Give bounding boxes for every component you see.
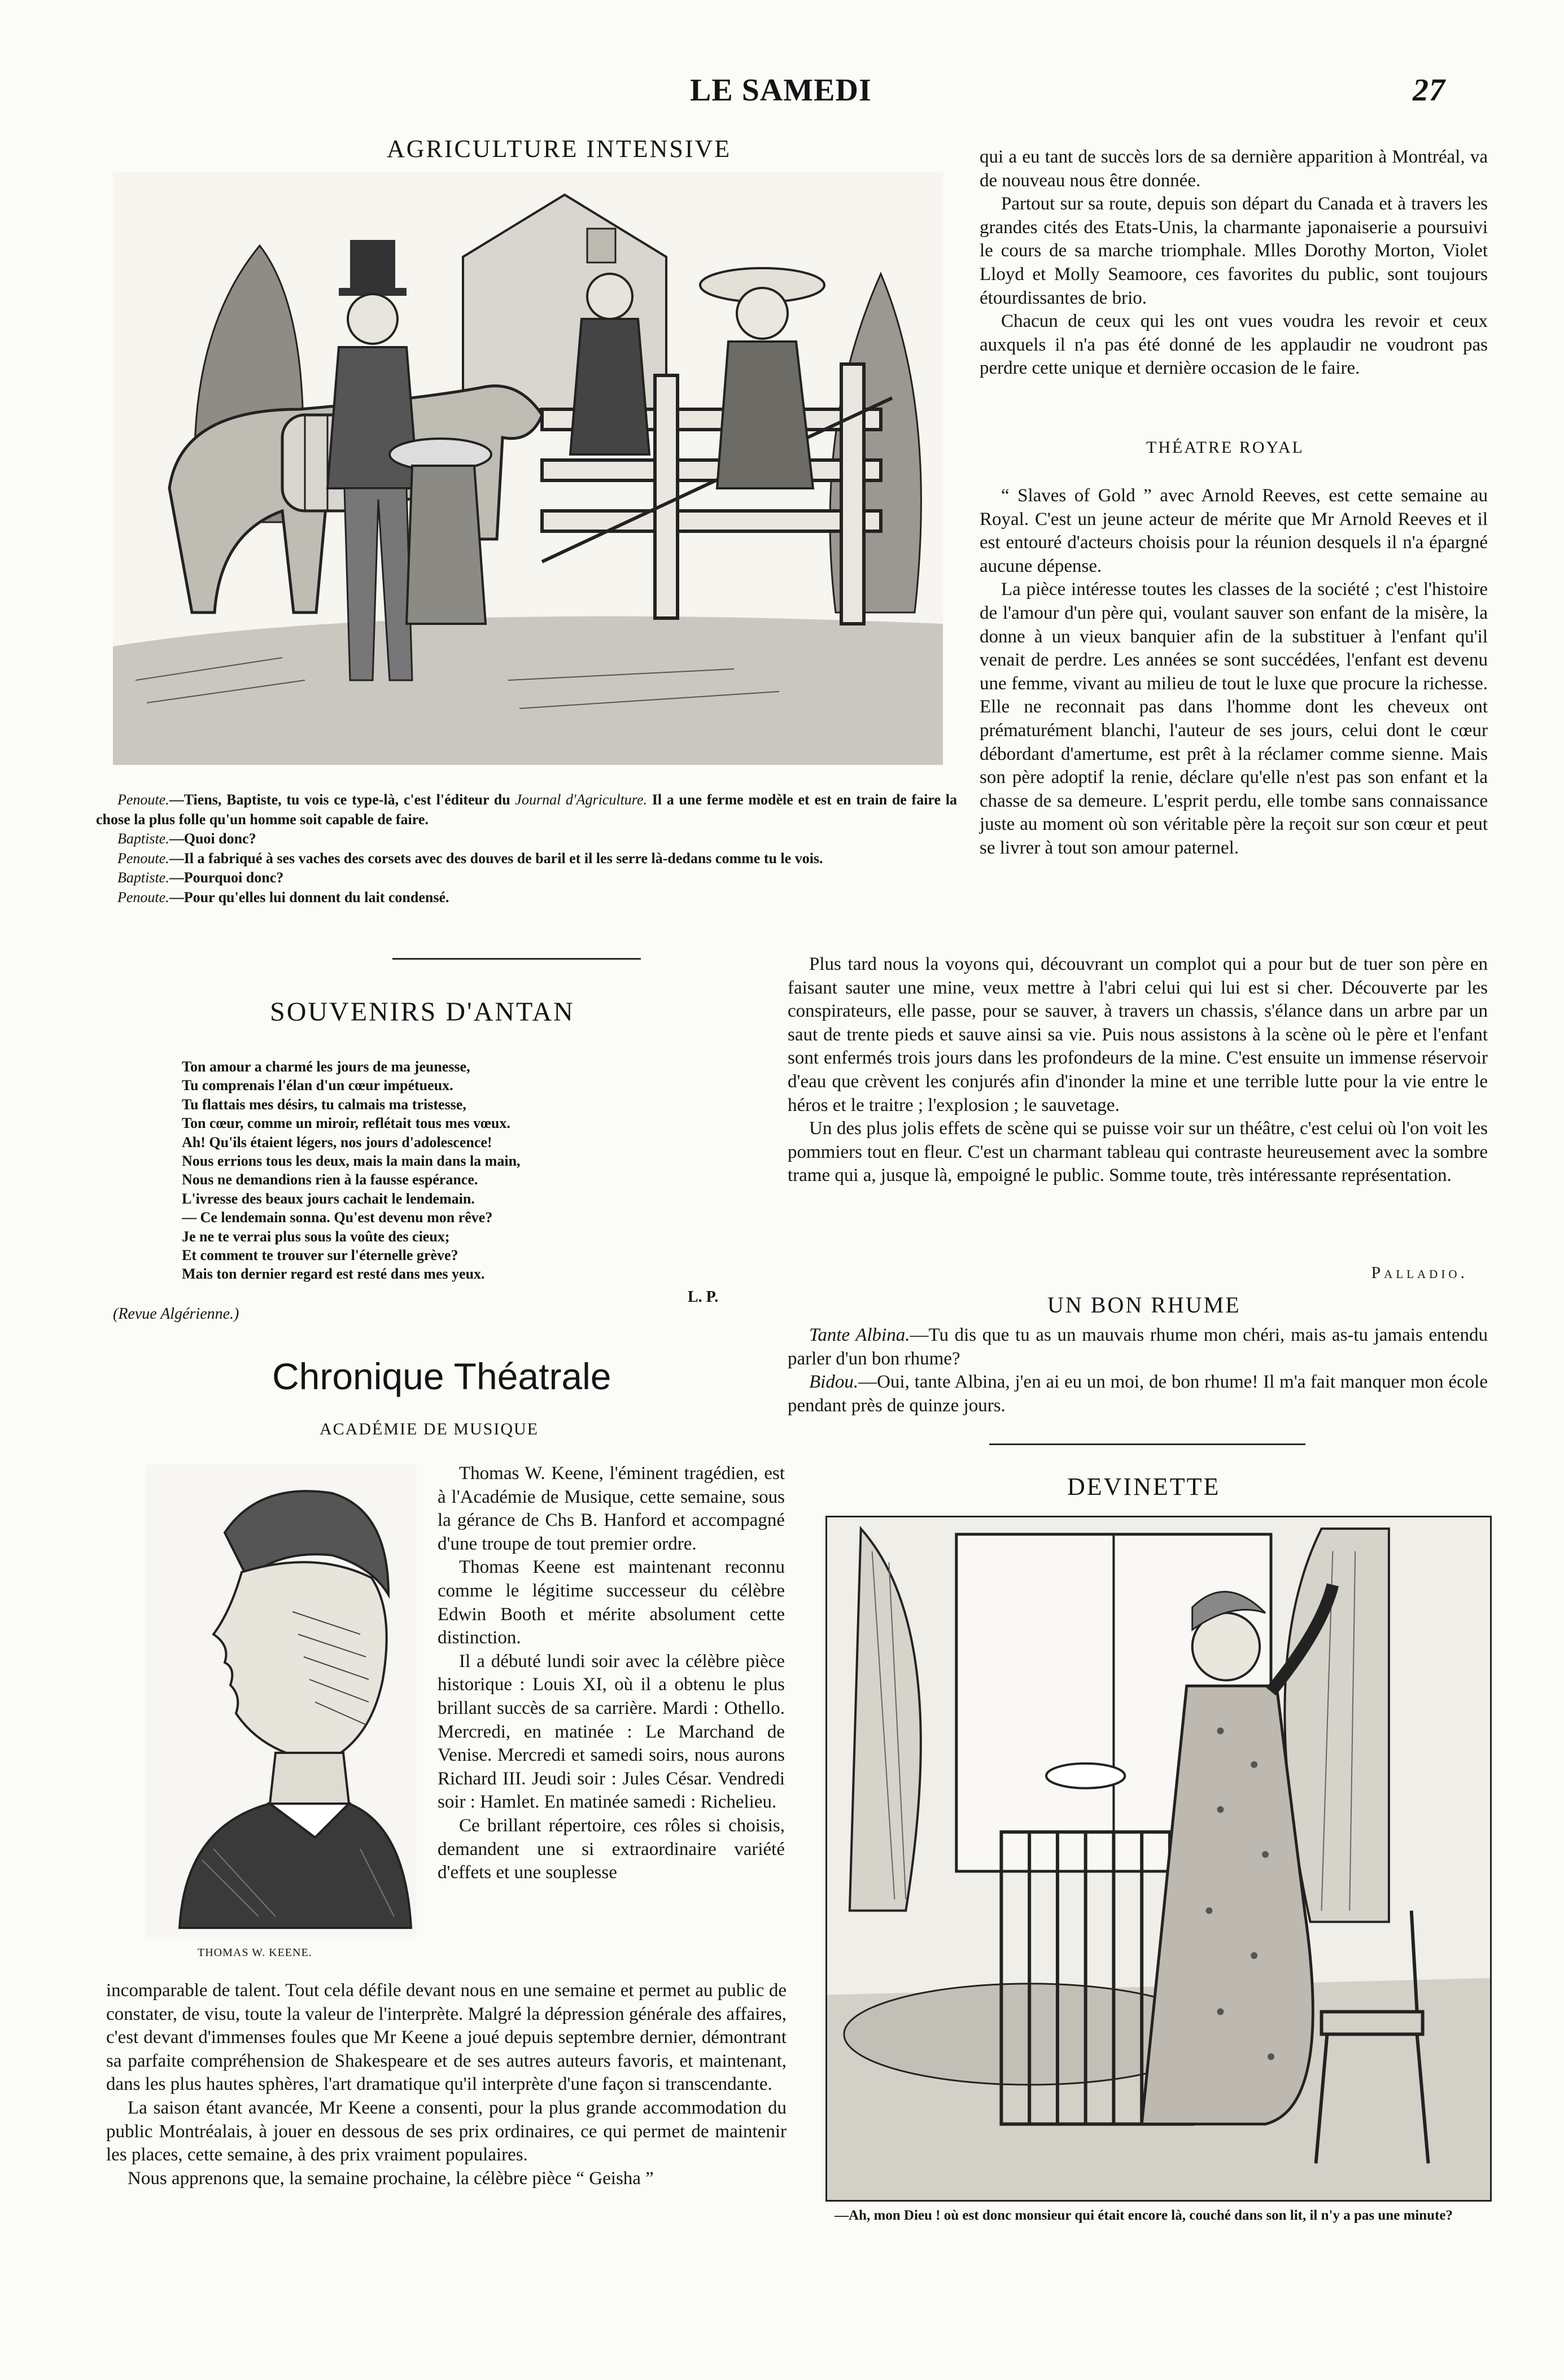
- caption-line-1: [96, 790, 957, 829]
- chronique-narrow-column: [438, 1462, 785, 1885]
- paragraph: incomparable de talent. Tout cela défile devant nous en une semaine et permet au public de constater, de visu, toute la valeur de l'interprète. Malgré la dépression générale des affaires, c'est devant d'immenses foules que Mr Keene a joué depuis septembre dernier, démontrant sa parfaite compréhension de Shakespeare et de ses autres auteurs favoris, et maintenant, dans les plus hautes sphères, l'art dramatique qu'il interprète d'une façon si transcendante.: [106, 1980, 787, 2095]
- paragraph: Ce brillant répertoire, ces rôles si choisis, demandent une si extraordinaire variété d'effets et une souplesse: [438, 1815, 785, 1883]
- poem-line: Et comment te trouver sur l'éternelle grève?: [182, 1247, 458, 1264]
- souvenirs-title: SOUVENIRS D'ANTAN: [270, 997, 575, 1027]
- paragraph: La saison étant avancée, Mr Keene a consenti, pour la plus grande accommodation du public Montréalais, à jouer en dessous de ses prix ordinaires, ce qui permet de maintenir les places, cette semaine, à des prix vraiment populaires.: [106, 2097, 787, 2165]
- paragraph: “ Slaves of Gold ” avec Arnold Reeves, est cette semaine au Royal. C'est un jeune acteur de mérite que Mr Arnold Reeves et il est entouré d'acteurs choisis pour la réunion desquels il n'a épargné aucune dépense.: [980, 485, 1488, 576]
- poem-line: L'ivresse des beaux jours cachait le lendemain.: [182, 1190, 475, 1207]
- royal-column: [980, 484, 1488, 860]
- paragraph: Plus tard nous la voyons qui, découvrant un complot qui a pour but de tuer son père en faisant sauter une mine, veux mettre à l'abri celui qui lui est si cher. Découverte par les conspirateurs, elle passe, pour se sauver, à travers un chassis, s'élance dans un arbre par un saut de trente pieds et sauve ainsi sa vie. Puis nous assistons à la scène où le père et l'enfant sont enfermés trois jours dans les profondeurs de la mine. C'est ensuite un immense réservoir d'eau que crèvent les conjurés afin d'inonder la mine et une terrible lutte pour la vie entre le héros et le traitre ; l'explosion ; le sauvetage.: [788, 954, 1488, 1115]
- speaker: Baptiste.: [117, 869, 169, 886]
- paragraph: Nous apprenons que, la semaine prochaine, la célèbre pièce “ Geisha ”: [128, 2168, 654, 2189]
- poem-line: Ton cœur, comme un miroir, reflétait tous mes vœux.: [182, 1115, 510, 1132]
- speaker: Penoute.: [117, 791, 169, 808]
- paragraph: Chacun de ceux qui les ont vues voudra les revoir et ceux auxquels il n'a pas été donné de les applaudir ne voudront pas perdre cette unique et dernière occasion de le faire.: [980, 311, 1488, 379]
- caption-line-4: [96, 868, 957, 888]
- paragraph: Partout sur sa route, depuis son départ du Canada et à travers les grandes cités des Etats-Unis, la charmante japonaiserie a poursuivi le cours de sa marche triomphale. Mlles Dorothy Morton, Violet Lloyd et Molly Seamoore, ces favorites du public, sont toujours étourdissantes de brio.: [980, 194, 1488, 308]
- caption-text: —Il a fabriqué à ses vaches des corsets avec des douves de baril et il les serre là-dedans comme tu le vois.: [169, 850, 823, 867]
- geisha-column: [980, 146, 1488, 380]
- caption-text: —Pour qu'elles lui donnent du lait condensé.: [169, 889, 449, 905]
- poem-line: Tu flattais mes désirs, tu calmais ma tristesse,: [182, 1096, 466, 1113]
- poem-source: (Revue Algérienne.): [113, 1305, 239, 1323]
- page-title: LE SAMEDI: [690, 73, 872, 108]
- speaker: Penoute.: [117, 850, 169, 867]
- dialogue-line: [788, 1371, 1488, 1418]
- royal-signature: Palladio.: [1371, 1263, 1468, 1282]
- caption-text: —Tiens, Baptiste, tu vois ce type-là, c'est l'éditeur du: [169, 791, 515, 808]
- section-divider: [989, 1443, 1305, 1445]
- chronique-wide-column: [106, 1979, 787, 2190]
- chronique-title: Chronique Théatrale: [272, 1355, 611, 1397]
- dialogue-text: —Oui, tante Albina, j'en ai eu un moi, de bon rhume! Il m'a fait manquer mon école pendant près de quinze jours.: [788, 1372, 1488, 1416]
- poem-signature: L. P.: [688, 1288, 719, 1306]
- rhume-title: UN BON RHUME: [1047, 1292, 1241, 1318]
- speaker: Tante Albina.: [809, 1325, 910, 1345]
- poem-line: Nous errions tous les deux, mais la main dans la main,: [182, 1153, 521, 1170]
- caption-text: —Pourquoi donc?: [169, 869, 284, 886]
- royal-title: THÉATRE ROYAL: [1146, 438, 1304, 457]
- caption-line-2: [96, 829, 957, 849]
- souvenirs-poem: [182, 1057, 746, 1284]
- caption-text: —Quoi donc?: [169, 830, 256, 847]
- agriculture-title: AGRICULTURE INTENSIVE: [387, 135, 732, 163]
- poem-line: Ah! Qu'ils étaient légers, nos jours d'adolescence!: [182, 1134, 492, 1150]
- section-divider: [392, 958, 641, 960]
- paragraph: qui a eu tant de succès lors de sa dernière apparition à Montréal, va de nouveau nous être donnée.: [980, 147, 1488, 191]
- poem-line: Mais ton dernier regard est resté dans mes yeux.: [182, 1266, 485, 1283]
- caption-line-3: [96, 849, 957, 869]
- poem-line: Ton amour a charmé les jours de ma jeunesse,: [182, 1058, 470, 1075]
- paragraph: Thomas W. Keene, l'éminent tragédien, est à l'Académie de Musique, cette semaine, sous la gérance de Chs B. Hanford et accompagné d'une troupe de tout premier ordre.: [438, 1463, 785, 1554]
- rhume-dialogue: [788, 1324, 1488, 1418]
- devinette-illustration: [825, 1516, 1492, 2202]
- keene-portrait: [146, 1465, 417, 1939]
- portrait-caption: THOMAS W. KEENE.: [198, 1946, 312, 1959]
- agriculture-illustration: [113, 172, 943, 765]
- caption-line-5: [96, 888, 957, 908]
- royal-wide-column: [788, 953, 1488, 1188]
- agriculture-caption: [96, 790, 957, 907]
- poem-line: Tu comprenais l'élan d'un cœur impétueux.: [182, 1077, 453, 1094]
- paragraph: Un des plus jolis effets de scène qui se puisse voir sur un théâtre, c'est celui où l'on voit les pommiers tout en fleur. C'est un charmant tableau qui contraste heureusement avec la sombre trame qui a, jusque là, empoigné le public. Somme toute, très intéressante représentation.: [788, 1118, 1488, 1186]
- devinette-title: DEVINETTE: [1067, 1473, 1221, 1500]
- paragraph: Thomas Keene est maintenant reconnu comme le légitime successeur du célèbre Edwin Booth et mérite absolument cette distinction.: [438, 1557, 785, 1648]
- dialogue-text: —Tu dis que tu as un mauvais rhume mon chéri, mais as-tu jamais entendu parler d'un bon rhume?: [788, 1325, 1488, 1369]
- chronique-subtitle: ACADÉMIE DE MUSIQUE: [320, 1420, 539, 1438]
- devinette-caption: —Ah, mon Dieu ! où est donc monsieur qui était encore là, couché dans son lit, il n'y a pas une minute?: [835, 2208, 1453, 2223]
- speaker: Bidou.: [809, 1372, 859, 1393]
- paragraph: La pièce intéresse toutes les classes de la société ; c'est l'histoire de l'amour d'un père qui, voulant sauver son enfant de la misère, la donne à un vieux banquier afin de la substituer à l'enfant qu'il venait de perdre. Les années se sont succédées, l'enfant est devenu une femme, vivant au milieu de tout le luxe que procure la richesse. Elle ne reconnait pas dans l'homme dont les cheveux ont prématurément blanchi, l'auteur de ses jours, celui dont le cœur débordant d'amertume, est prêt à la réclamer comme sienne. Mais son père adoptif la renie, déclare qu'elle n'est pas son enfant et la chasse de sa demeure. L'esprit perdu, elle tombe sans connaissance juste au moment où son véritable père la reçoit sur son cœur et peut se livrer à tout son amour paternel.: [980, 579, 1488, 858]
- speaker: Baptiste.: [117, 830, 169, 847]
- speaker: Penoute.: [117, 889, 169, 905]
- paragraph: Il a débuté lundi soir avec la célèbre pièce historique : Louis XI, où il a obtenu le plus brillant succès de sa carrière. Mardi : Othello. Mercredi, en matinée : Le Marchand de Venise. Mercredi et samedi soirs, nous aurons Richard III. Jeudi soir : Jules César. Vendredi soir : Hamlet. En matinée samedi : Richelieu.: [438, 1651, 785, 1813]
- caption-text-rest: Il a une ferme modèle et est en train de faire la chose la plus folle qu'un homme soit capable de faire.: [96, 791, 957, 828]
- poem-line: Je ne te verrai plus sous la voûte des cieux;: [182, 1228, 450, 1245]
- page-number: 27: [1413, 73, 1445, 108]
- dialogue-line: [788, 1324, 1488, 1371]
- journal-name: Journal d'Agriculture.: [515, 791, 647, 808]
- poem-line: — Ce lendemain sonna. Qu'est devenu mon rêve?: [182, 1209, 493, 1226]
- poem-line: Nous ne demandions rien à la fausse espérance.: [182, 1171, 478, 1188]
